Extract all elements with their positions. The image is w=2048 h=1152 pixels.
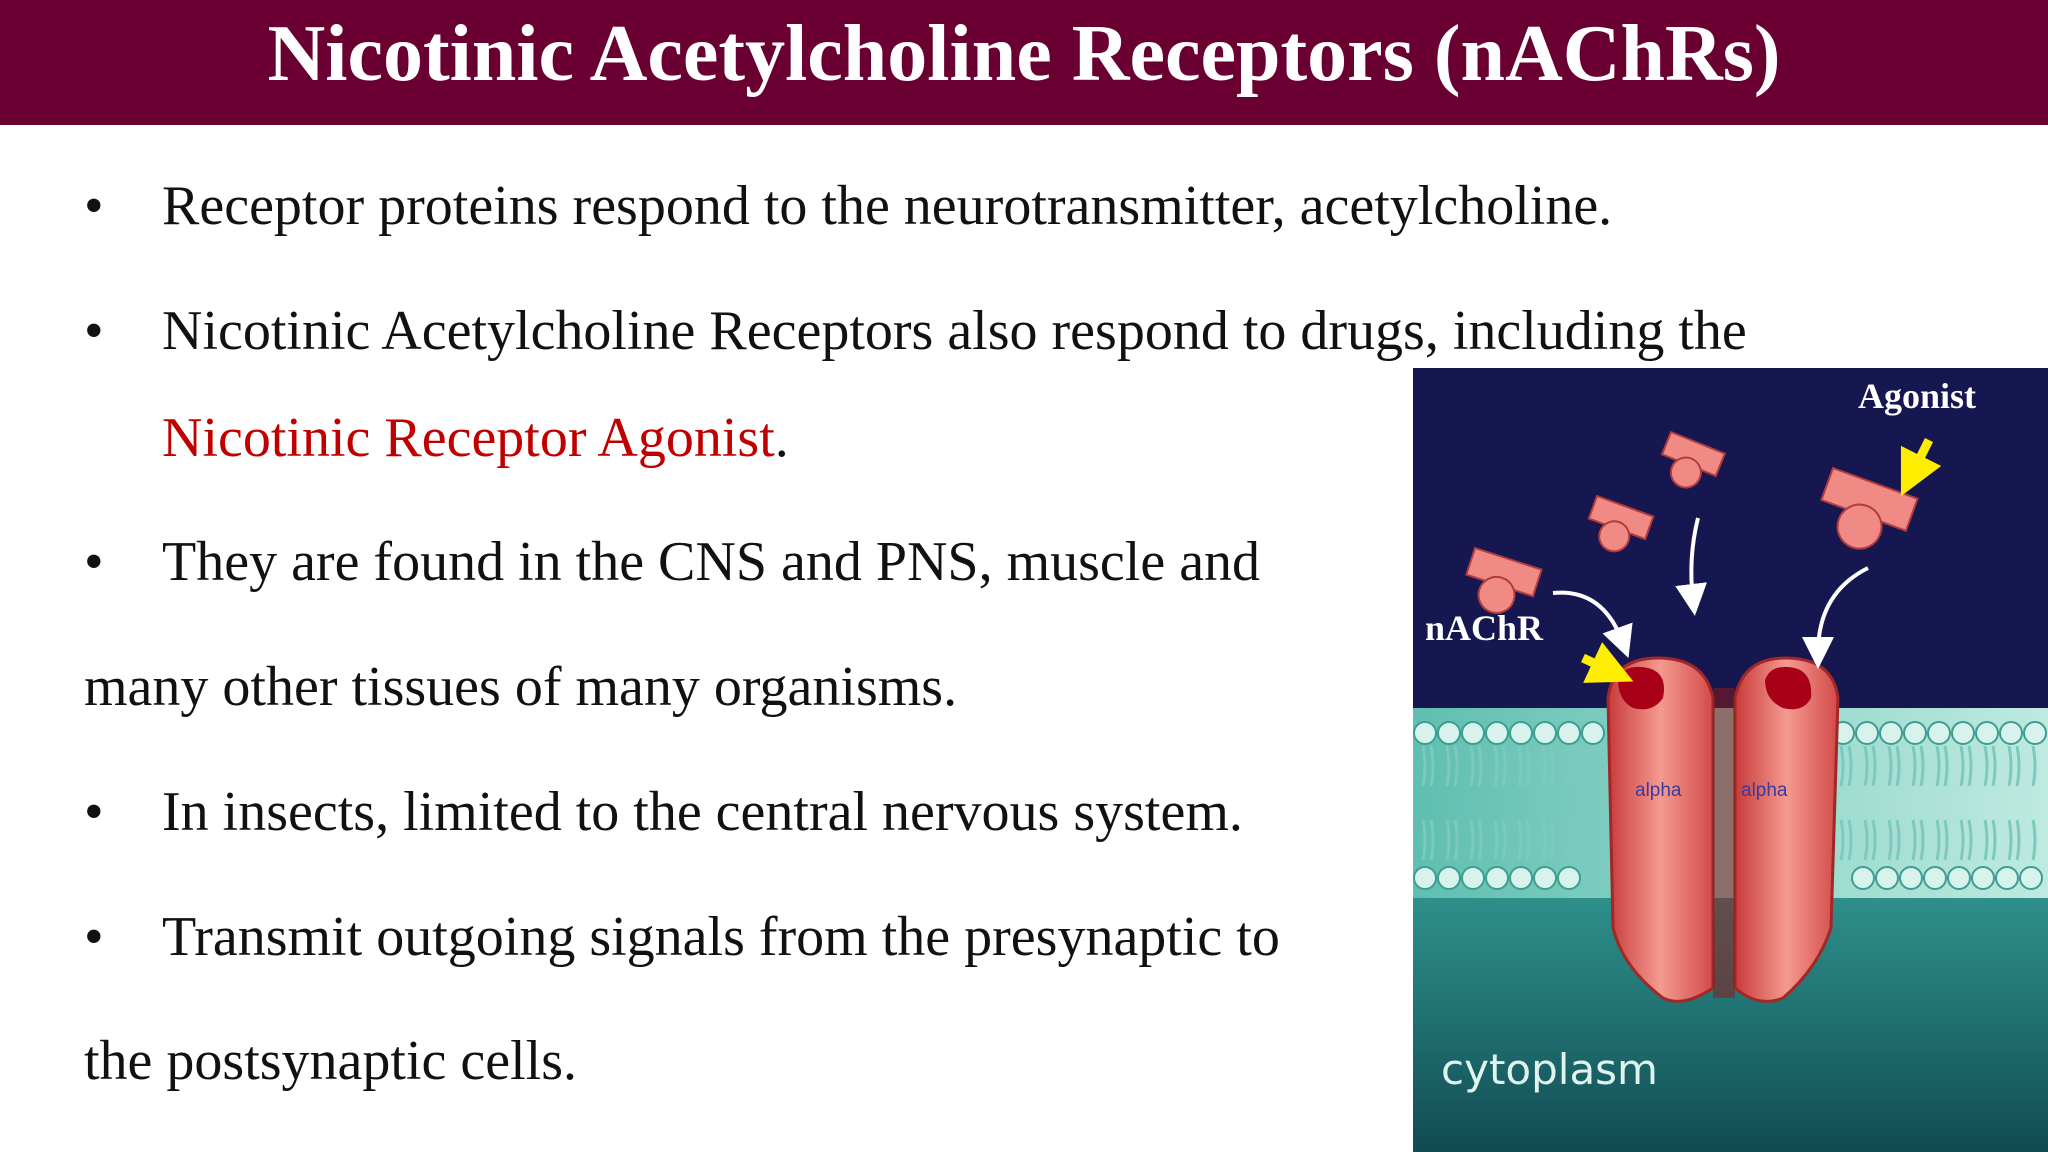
alpha-subunit-label-right: alpha	[1741, 780, 1788, 801]
bullet-2-suffix: .	[774, 407, 789, 469]
bullet-5-continuation: the postsynaptic cells.	[84, 1030, 578, 1092]
bullet-marker: •	[84, 300, 104, 362]
bullet-marker: •	[84, 531, 104, 593]
bullet-marker: •	[84, 906, 104, 968]
bullet-3-continuation: many other tissues of many organisms.	[84, 656, 958, 718]
bullet-marker: •	[84, 175, 104, 237]
nicotinic-receptor-agonist-term: Nicotinic Receptor Agonist	[162, 407, 775, 469]
receptor-diagram	[1413, 368, 2048, 1152]
agonist-label: Agonist	[1858, 376, 1977, 416]
bullet-marker: •	[84, 781, 104, 843]
bullet-5-text: Transmit outgoing signals from the presynaptic to	[162, 906, 1280, 968]
cytoplasm-label: cytoplasm	[1441, 1045, 1658, 1094]
slide-title: Nicotinic Acetylcholine Receptors (nAChRs)	[267, 10, 1781, 98]
bullet-2-text: Nicotinic Acetylcholine Receptors also respond to drugs, including the	[162, 300, 1747, 362]
bullet-3-text: They are found in the CNS and PNS, muscle and	[162, 531, 1261, 593]
nachr-label: nAChR	[1425, 608, 1544, 648]
alpha-subunit-label-left: alpha	[1635, 780, 1682, 801]
bullet-2-continuation	[162, 407, 789, 469]
title-bar	[0, 0, 2048, 125]
receptor-channel	[1608, 658, 1838, 1001]
bullet-1-text: Receptor proteins respond to the neurotransmitter, acetylcholine.	[162, 175, 1613, 237]
receptor-illustration	[1413, 368, 2048, 1152]
extracellular-space	[1413, 368, 2048, 708]
bullet-4-text: In insects, limited to the central nervous system.	[162, 781, 1243, 843]
